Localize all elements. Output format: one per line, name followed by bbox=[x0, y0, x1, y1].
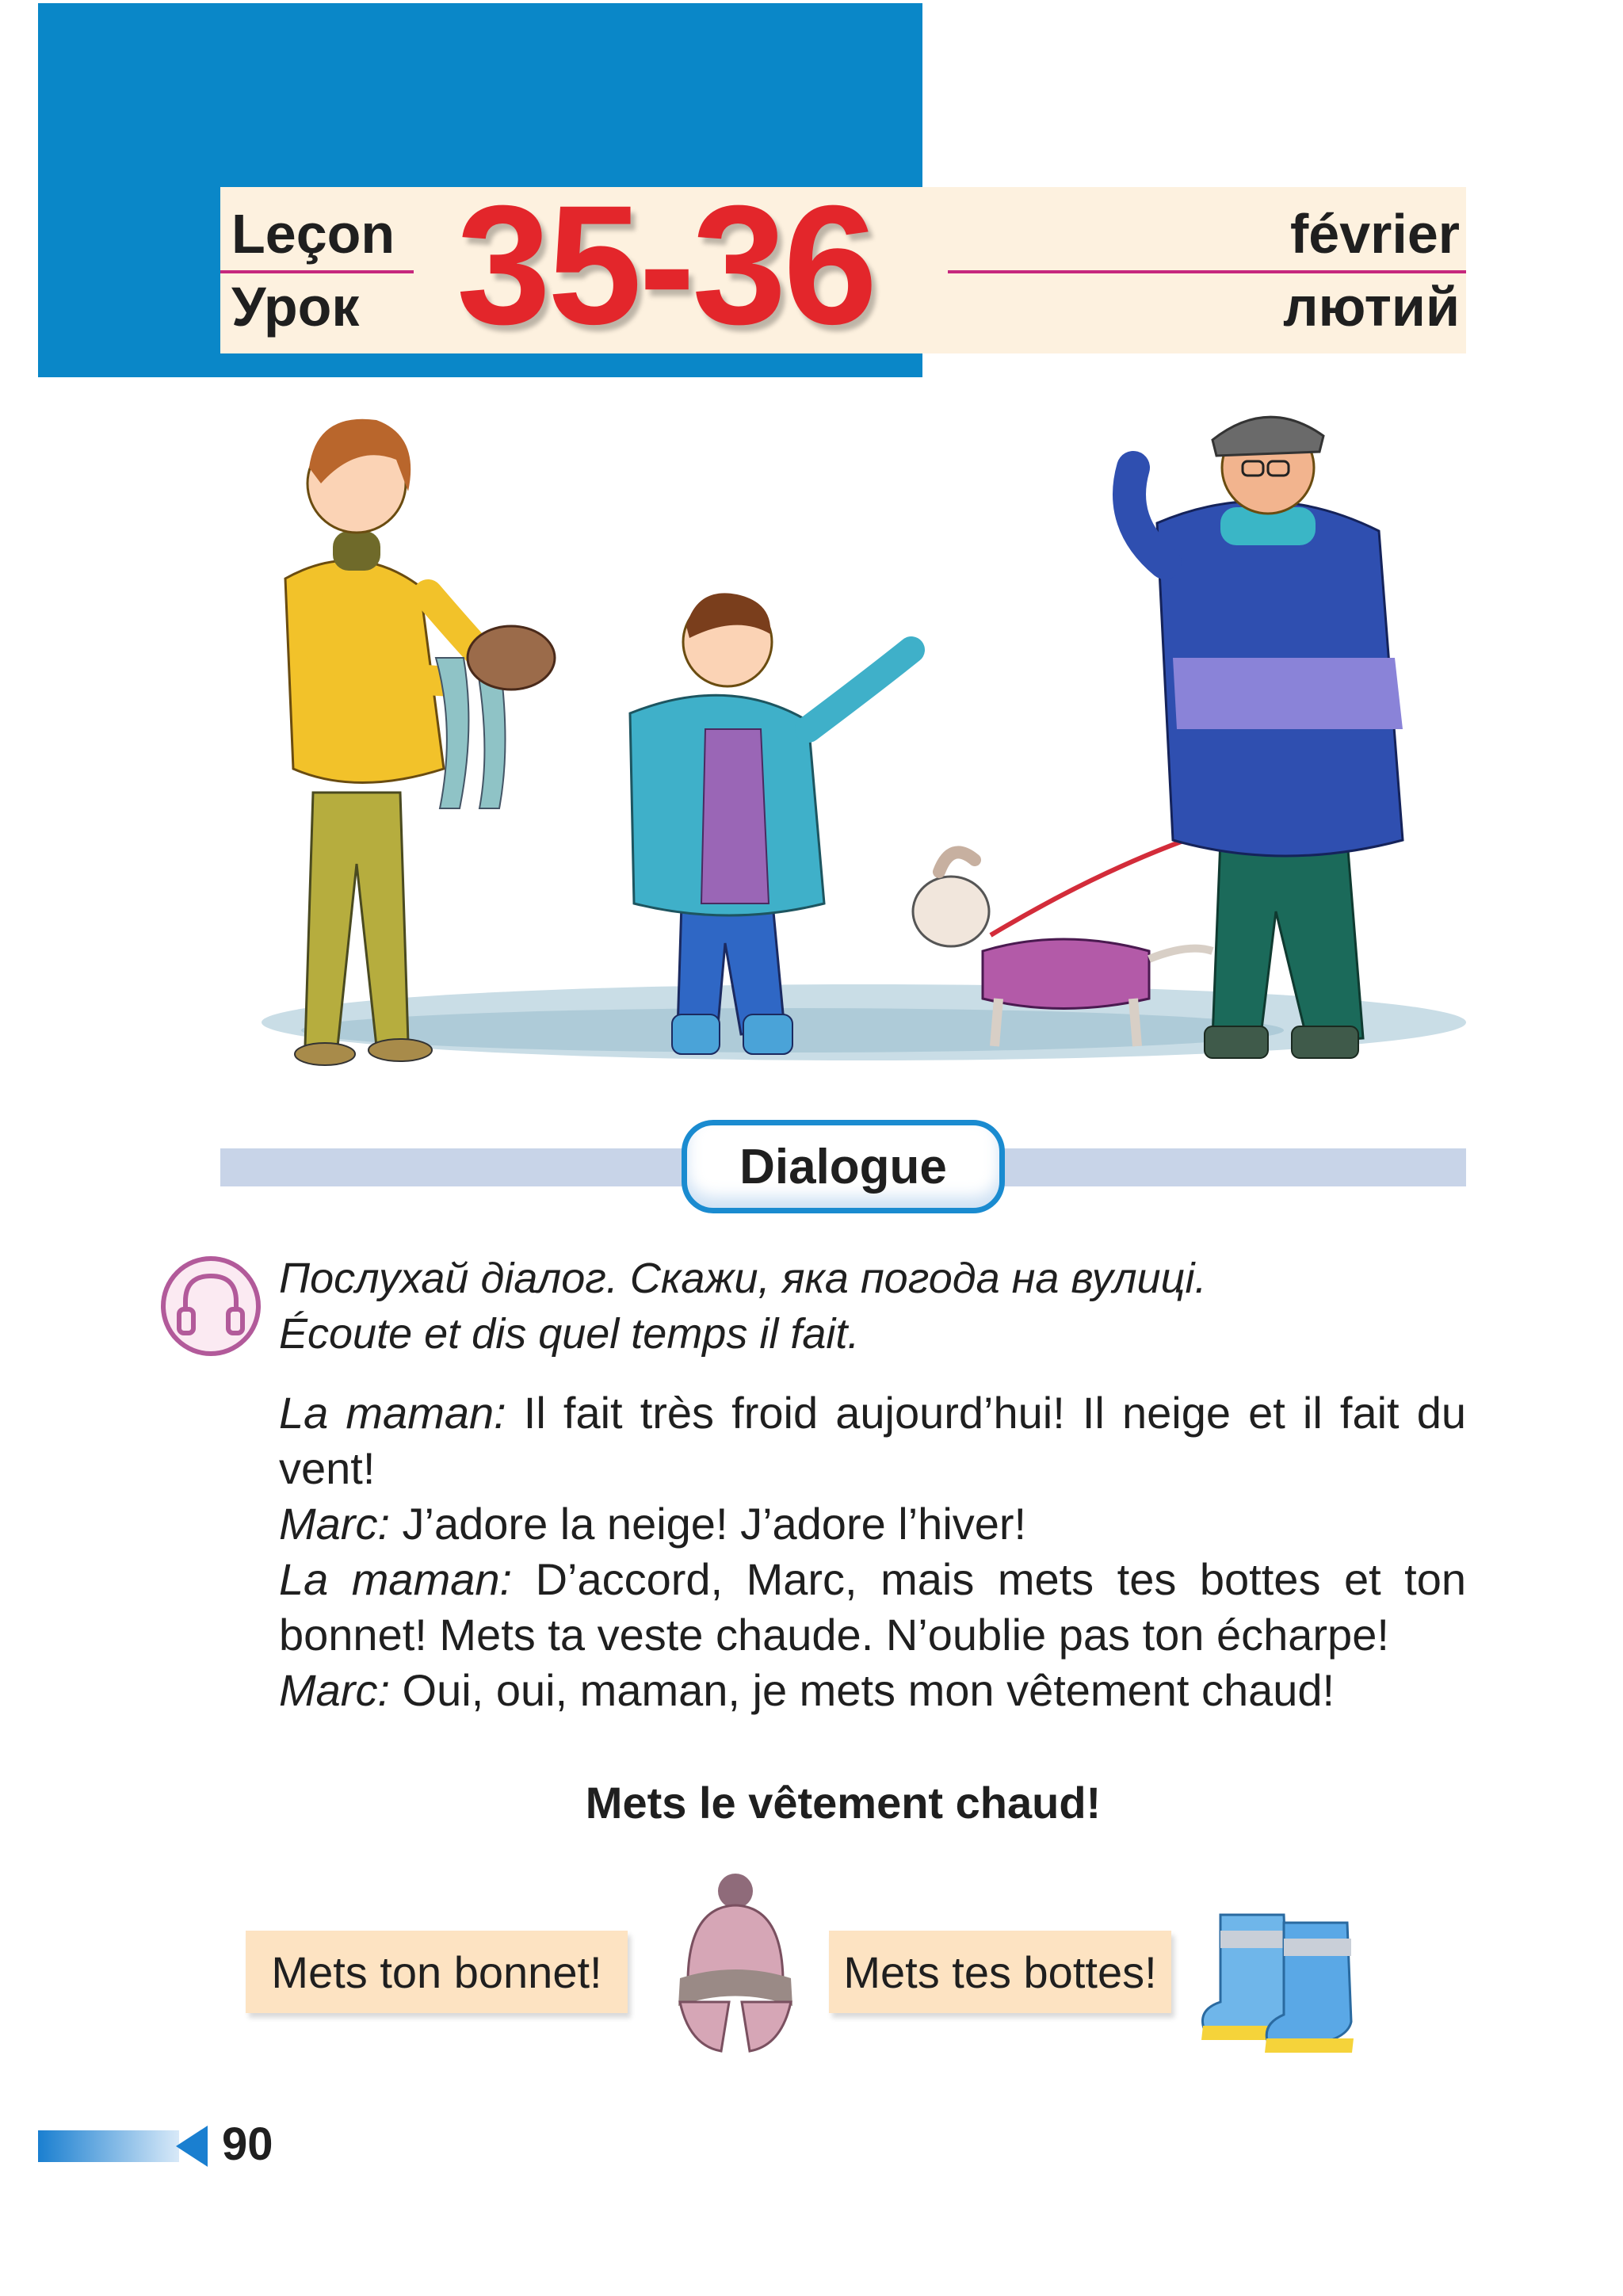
winter-hat-image bbox=[666, 1867, 805, 2057]
lesson-number: 35-36 bbox=[456, 170, 875, 360]
page-bar bbox=[38, 2130, 179, 2162]
month-fr: février bbox=[1289, 203, 1460, 265]
mother-figure bbox=[285, 419, 555, 1065]
utterance: D’accord, Marc, mais mets tes bottes et ton bonnet! Mets ta veste chaude. N’oublie pas ton écharpe! bbox=[279, 1554, 1466, 1660]
dialogue-line bbox=[279, 1496, 1466, 1552]
header-rule-right bbox=[948, 270, 1466, 273]
dialogue-line bbox=[279, 1385, 1466, 1496]
speaker: La maman: bbox=[279, 1388, 506, 1438]
speaker: Marc: bbox=[279, 1665, 390, 1715]
utterance: J’adore la neige! J’adore l’hiver! bbox=[390, 1499, 1027, 1549]
snow-boots-image bbox=[1189, 1891, 1379, 2065]
dialogue-text bbox=[279, 1385, 1466, 1718]
label-bonnet: Mets ton bonnet! bbox=[246, 1931, 628, 2013]
speaker: Marc: bbox=[279, 1499, 390, 1549]
warm-clothes-title: Mets le vêtement chaud! bbox=[585, 1778, 1102, 1828]
lesson-label-uk: Урок bbox=[231, 276, 360, 338]
instruction-fr: Écoute et dis quel temps il fait. bbox=[279, 1310, 860, 1358]
speaker: La maman: bbox=[279, 1554, 513, 1604]
father-figure bbox=[1129, 417, 1403, 1058]
instruction-uk: Послухай діалог. Скажи, яка погода на вулиці. bbox=[279, 1255, 1207, 1302]
dialogue-line bbox=[279, 1663, 1466, 1718]
lesson-label-fr: Leçon bbox=[231, 203, 395, 265]
page-arrow-icon bbox=[176, 2126, 208, 2167]
utterance: Oui, oui, maman, je mets mon vêtement chaud! bbox=[390, 1665, 1335, 1715]
page-number: 90 bbox=[222, 2118, 273, 2170]
month-uk: лютий bbox=[1283, 276, 1460, 338]
headphones-icon bbox=[158, 1249, 263, 1362]
dialogue-line bbox=[279, 1552, 1466, 1663]
header-rule-left bbox=[220, 270, 414, 273]
family-winter-illustration bbox=[238, 396, 1474, 1094]
utterance: Il fait très froid aujourd’hui! Il neige et il fait du vent! bbox=[279, 1388, 1466, 1493]
section-title: Dialogue bbox=[682, 1120, 1005, 1213]
label-bottes: Mets tes bottes! bbox=[829, 1931, 1171, 2013]
